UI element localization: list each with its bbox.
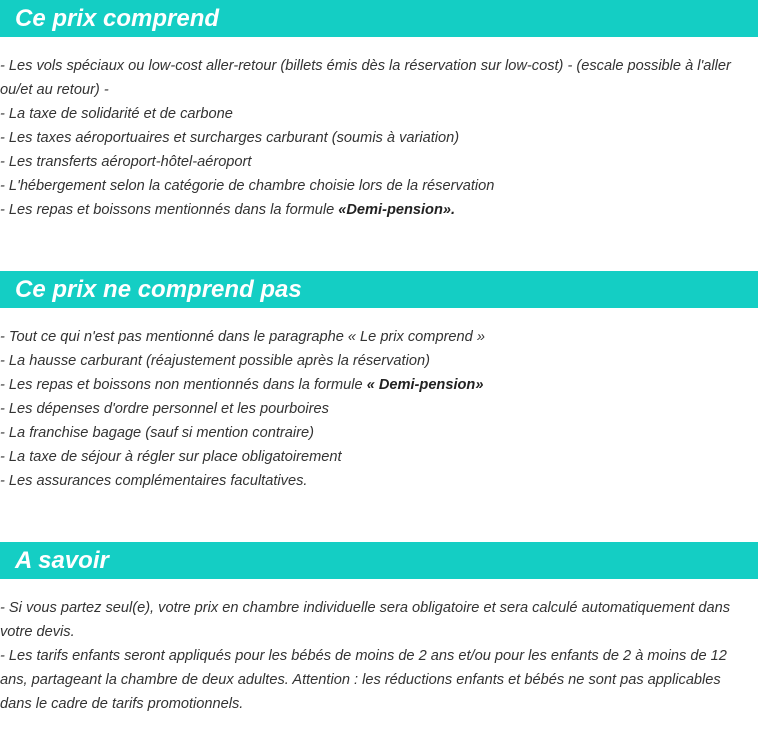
section-title-savoir: A savoir xyxy=(15,546,109,574)
list-item: - La franchise bagage (sauf si mention contraire) xyxy=(0,425,314,441)
list-item: - Les transferts aéroport-hôtel-aéroport xyxy=(0,154,252,170)
section-header-savoir xyxy=(0,542,758,579)
section-a-savoir xyxy=(0,542,758,716)
list-item: - Les dépenses d'ordre personnel et les pourboires xyxy=(0,401,329,417)
list-item: - La hausse carburant (réajustement possible après la réservation) xyxy=(0,353,430,369)
section-prix-ne-comprend-pas xyxy=(0,271,758,493)
list-item-demi-pension xyxy=(0,373,750,397)
list-item: - Les vols spéciaux ou low-cost aller-retour (billets émis dès la réservation sur low-cost) - (escale possible à l'aller ou/et au retour) - xyxy=(0,58,731,98)
section-body-savoir xyxy=(0,579,750,716)
list-item: - Les tarifs enfants seront appliqués pour les bébés de moins de 2 ans et/ou pour les enfants de 2 à moins de 12 ans, partageant la chambre de deux adultes. Attention : les réductions enfants et bébés ne sont pas applicables dans le cadre de tarifs promotionnels. xyxy=(0,648,727,712)
section-title-non-comprend: Ce prix ne comprend pas xyxy=(15,275,302,303)
section-prix-comprend xyxy=(0,0,758,222)
list-item: - Tout ce qui n'est pas mentionné dans le paragraphe « Le prix comprend » xyxy=(0,329,485,345)
list-item-text: - Les repas et boissons mentionnés dans la formule xyxy=(0,202,339,218)
list-item: - Les taxes aéroportuaires et surcharges carburant (soumis à variation) xyxy=(0,130,460,146)
demi-pension-label: «Demi-pension». xyxy=(338,202,456,218)
list-item-demi-pension xyxy=(0,198,750,222)
section-title-comprend: Ce prix comprend xyxy=(15,4,220,32)
list-item: - Les assurances complémentaires facultatives. xyxy=(0,473,308,489)
list-item: - La taxe de solidarité et de carbone xyxy=(0,106,233,122)
list-item: - La taxe de séjour à régler sur place obligatoirement xyxy=(0,449,342,465)
section-header-comprend xyxy=(0,0,758,37)
list-item-text: - Les repas et boissons non mentionnés dans la formule xyxy=(0,377,367,393)
section-body-non-comprend xyxy=(0,308,750,493)
section-header-non-comprend xyxy=(0,271,758,308)
list-item: - L'hébergement selon la catégorie de chambre choisie lors de la réservation xyxy=(0,178,495,194)
section-body-comprend xyxy=(0,37,750,222)
list-item: - Si vous partez seul(e), votre prix en chambre individuelle sera obligatoire et sera calculé automatiquement dans votre devis. xyxy=(0,600,731,640)
demi-pension-label: « Demi-pension» xyxy=(366,377,484,393)
